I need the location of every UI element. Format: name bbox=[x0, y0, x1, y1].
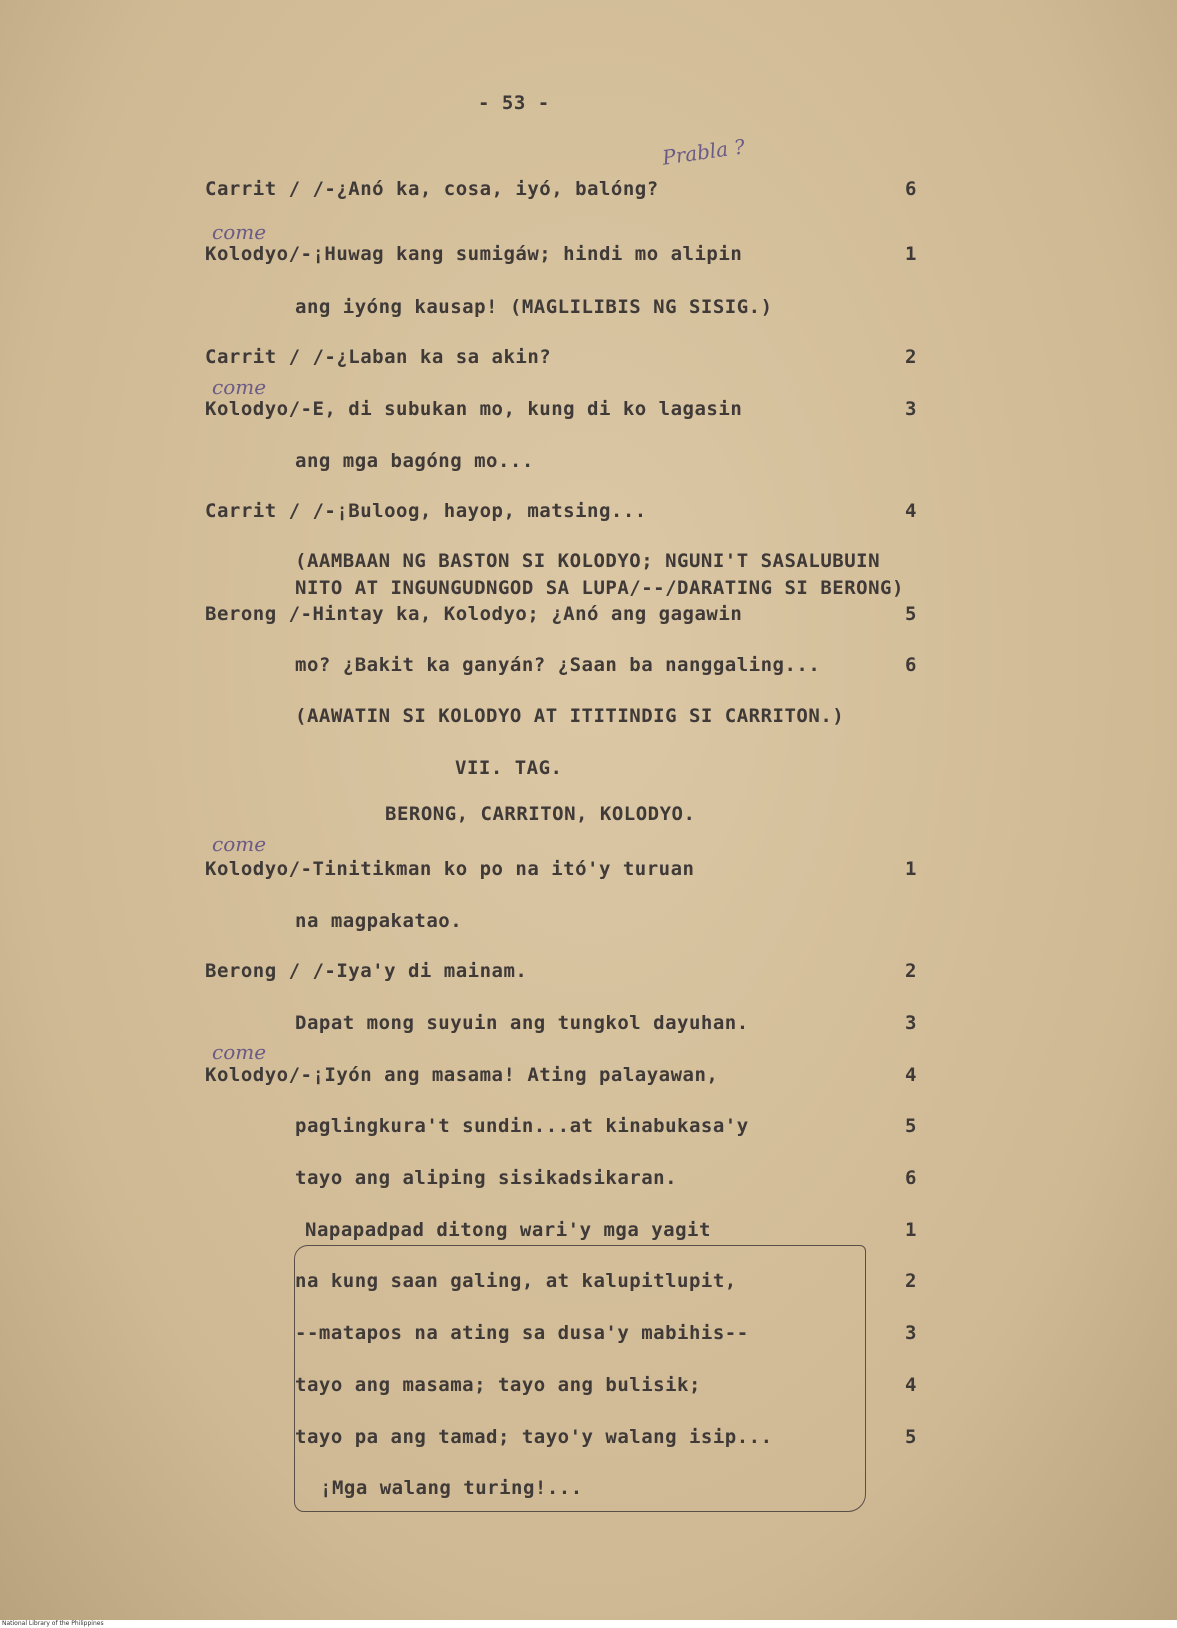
dialogue-line: --matapos na ating sa dusa'y mabihis-- bbox=[295, 1322, 749, 1344]
stage-direction: NITO AT INGUNGUDNGOD SA LUPA/--/DARATING SI BERONG) bbox=[295, 577, 904, 599]
dialogue-line: Kolodyo/-E, di subukan mo, kung di ko lagasin bbox=[205, 398, 743, 420]
dialogue-line: na magpakatao. bbox=[295, 910, 463, 932]
handwritten-note-come: come bbox=[212, 1040, 267, 1064]
line-number: 5 bbox=[905, 603, 917, 625]
dialogue-line: tayo ang masama; tayo ang bulisik; bbox=[295, 1374, 701, 1396]
dialogue-line: tayo ang aliping sisikadsikaran. bbox=[295, 1167, 678, 1189]
handwritten-note-prabla: Prabla ? bbox=[660, 134, 747, 170]
line-number: 1 bbox=[905, 243, 917, 265]
dialogue-line: tayo pa ang tamad; tayo'y walang isip... bbox=[295, 1426, 773, 1448]
stage-direction: (AAMBAAN NG BASTON SI KOLODYO; NGUNI'T SASALUBUIN bbox=[295, 550, 881, 572]
handwritten-note-come: come bbox=[212, 375, 267, 399]
dialogue-line: Kolodyo/-¡Iyón ang masama! Ating palayawan, bbox=[205, 1064, 719, 1086]
dialogue-line: mo? ¿Bakit ka ganyán? ¿Saan ba nanggaling... bbox=[295, 654, 821, 676]
line-number: 1 bbox=[905, 858, 917, 880]
dialogue-line: Carrit / /-¿Anó ka, cosa, iyó, balóng? bbox=[205, 178, 659, 200]
line-number: 3 bbox=[905, 1322, 917, 1344]
dialogue-line: ¡Mga walang turing!... bbox=[320, 1477, 583, 1499]
line-number: 6 bbox=[905, 1167, 917, 1189]
line-number: 2 bbox=[905, 960, 917, 982]
dialogue-line: ang mga bagóng mo... bbox=[295, 450, 534, 472]
line-number: 5 bbox=[905, 1426, 917, 1448]
footer-credit: National Library of the Philippines bbox=[0, 1620, 1177, 1628]
handwritten-note-come: come bbox=[212, 832, 267, 856]
line-number: 1 bbox=[905, 1219, 917, 1241]
dialogue-line: Kolodyo/-Tinitikman ko po na itó'y turuan bbox=[205, 858, 695, 880]
dialogue-line: Carrit / /-¡Buloog, hayop, matsing... bbox=[205, 500, 647, 522]
dialogue-line: Kolodyo/-¡Huwag kang sumigáw; hindi mo alipin bbox=[205, 243, 743, 265]
line-number: 6 bbox=[905, 178, 917, 200]
dialogue-line: paglingkura't sundin...at kinabukasa'y bbox=[295, 1115, 749, 1137]
dialogue-line: Napapadpad ditong wari'y mga yagit bbox=[305, 1219, 711, 1241]
dialogue-line: Carrit / /-¿Laban ka sa akin? bbox=[205, 346, 552, 368]
dialogue-line: Berong / /-Iya'y di mainam. bbox=[205, 960, 528, 982]
scene-heading: VII. TAG. bbox=[455, 757, 563, 779]
line-number: 2 bbox=[905, 1270, 917, 1292]
dialogue-line: Dapat mong suyuin ang tungkol dayuhan. bbox=[295, 1012, 749, 1034]
dialogue-line: ang iyóng kausap! (MAGLILIBIS NG SISIG.) bbox=[295, 296, 773, 318]
page-number: - 53 - bbox=[478, 92, 550, 114]
line-number: 5 bbox=[905, 1115, 917, 1137]
line-number: 4 bbox=[905, 1064, 917, 1086]
handwritten-note-come: come bbox=[212, 220, 267, 244]
stage-direction: (AAWATIN SI KOLODYO AT ITITINDIG SI CARRITON.) bbox=[295, 705, 845, 727]
scene-characters: BERONG, CARRITON, KOLODYO. bbox=[385, 803, 696, 825]
line-number: 6 bbox=[905, 654, 917, 676]
line-number: 3 bbox=[905, 398, 917, 420]
line-number: 4 bbox=[905, 1374, 917, 1396]
dialogue-line: Berong /-Hintay ka, Kolodyo; ¿Anó ang gagawin bbox=[205, 603, 743, 625]
line-number: 3 bbox=[905, 1012, 917, 1034]
line-number: 4 bbox=[905, 500, 917, 522]
line-number: 2 bbox=[905, 346, 917, 368]
dialogue-line: na kung saan galing, at kalupitlupit, bbox=[295, 1270, 737, 1292]
